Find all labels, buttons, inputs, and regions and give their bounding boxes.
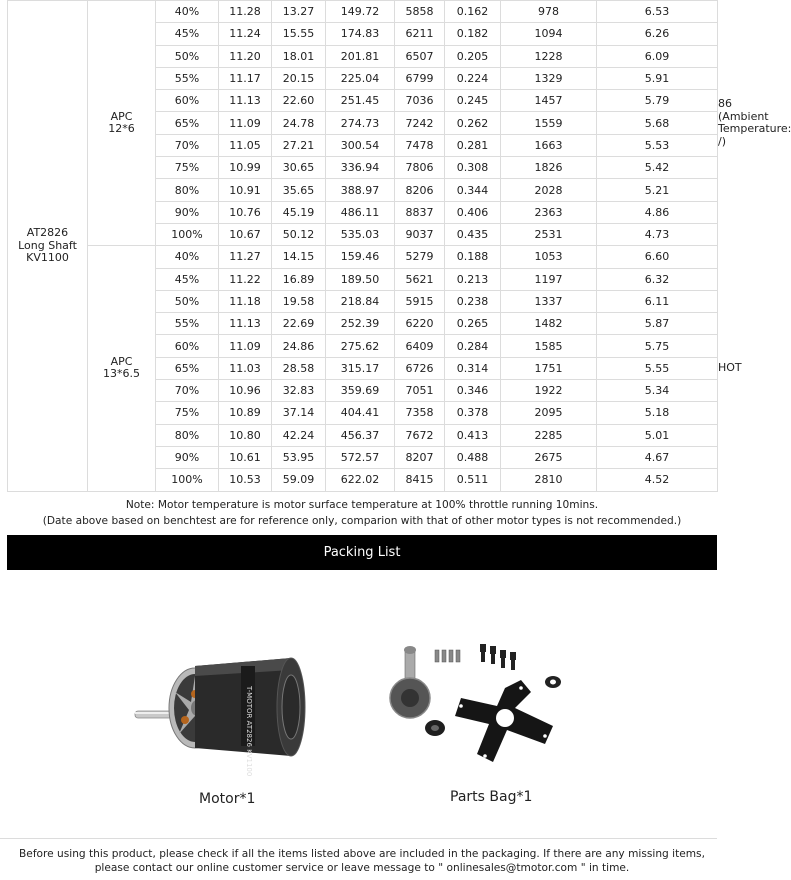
table-cell: 300.54	[326, 134, 395, 156]
table-cell: 1197	[501, 268, 597, 290]
table-cell: 404.41	[326, 402, 395, 424]
table-cell: 11.17	[219, 67, 272, 89]
table-cell: 35.65	[272, 179, 326, 201]
table-cell: 5.53	[597, 134, 718, 156]
table-cell: 572.57	[326, 446, 395, 468]
table-cell: 6409	[395, 335, 445, 357]
table-cell: 0.488	[445, 446, 501, 468]
table-cell: 10.67	[219, 223, 272, 245]
table-cell: 0.162	[445, 1, 501, 23]
table-cell: 4.73	[597, 223, 718, 245]
table-cell: 7358	[395, 402, 445, 424]
table-cell: 100%	[156, 223, 219, 245]
table-cell: 0.284	[445, 335, 501, 357]
table-cell: 24.86	[272, 335, 326, 357]
table-cell: 50%	[156, 45, 219, 67]
table-cell: 30.65	[272, 157, 326, 179]
table-cell: 5.68	[597, 112, 718, 134]
table-cell: 5.55	[597, 357, 718, 379]
table-cell: 27.21	[272, 134, 326, 156]
table-cell: 90%	[156, 446, 219, 468]
table-cell: 75%	[156, 402, 219, 424]
table-cell: 0.308	[445, 157, 501, 179]
table-cell: 55%	[156, 313, 219, 335]
table-cell: 6211	[395, 23, 445, 45]
table-cell: 0.205	[445, 45, 501, 67]
table-cell: 11.24	[219, 23, 272, 45]
table-cell: 65%	[156, 357, 219, 379]
table-cell: 0.262	[445, 112, 501, 134]
table-cell: 11.03	[219, 357, 272, 379]
table-cell: 0.413	[445, 424, 501, 446]
table-cell: 1329	[501, 67, 597, 89]
table-cell: 24.78	[272, 112, 326, 134]
table-cell: 70%	[156, 134, 219, 156]
table-cell: 8837	[395, 201, 445, 223]
table-cell: 22.69	[272, 313, 326, 335]
table-cell: 11.18	[219, 290, 272, 312]
footer-notice: Before using this product, please check if all the items listed above are included in the packaging. If there are any missing items, please contact our online customer service or leave message to " onlinesales@tmotor.com " in time.	[19, 848, 705, 874]
table-cell: 5858	[395, 1, 445, 23]
table-cell: 60%	[156, 335, 219, 357]
table-cell: 201.81	[326, 45, 395, 67]
table-cell: 13.27	[272, 1, 326, 23]
table-cell: 7806	[395, 157, 445, 179]
table-cell: 0.182	[445, 23, 501, 45]
table-cell: 315.17	[326, 357, 395, 379]
table-cell: 1053	[501, 246, 597, 268]
table-cell: 11.22	[219, 268, 272, 290]
table-cell: 9037	[395, 223, 445, 245]
table-cell: 274.73	[326, 112, 395, 134]
test-note	[7, 497, 717, 529]
table-cell: 0.265	[445, 313, 501, 335]
table-cell: 28.58	[272, 357, 326, 379]
table-cell: 1228	[501, 45, 597, 67]
table-cell: 0.406	[445, 201, 501, 223]
table-cell: 10.91	[219, 179, 272, 201]
table-cell: 0.281	[445, 134, 501, 156]
table-cell: 5.42	[597, 157, 718, 179]
table-cell: 1337	[501, 290, 597, 312]
table-cell: 19.58	[272, 290, 326, 312]
table-cell: 6799	[395, 67, 445, 89]
table-cell: 149.72	[326, 1, 395, 23]
table-cell: 0.238	[445, 290, 501, 312]
table-cell: 7036	[395, 90, 445, 112]
table-cell: 7478	[395, 134, 445, 156]
table-cell: 5.79	[597, 90, 718, 112]
table-cell: 359.69	[326, 380, 395, 402]
table-cell: 1559	[501, 112, 597, 134]
propeller-cell: APC 12*6	[88, 1, 156, 246]
table-cell: 0.213	[445, 268, 501, 290]
table-cell: 6.11	[597, 290, 718, 312]
table-cell: 6.09	[597, 45, 718, 67]
table-cell: 1751	[501, 357, 597, 379]
parts-bag-caption: Parts Bag*1	[450, 789, 533, 805]
table-cell: 40%	[156, 246, 219, 268]
table-cell: 0.344	[445, 179, 501, 201]
table-cell: 42.24	[272, 424, 326, 446]
table-cell: 5.75	[597, 335, 718, 357]
table-cell: 0.224	[445, 67, 501, 89]
table-cell: 0.346	[445, 380, 501, 402]
table-cell: 75%	[156, 157, 219, 179]
table-row: APC 13*6.5 40% 11.27 14.15 159.46 5279 0.188 1053 6.60 HOT	[8, 246, 718, 268]
table-cell: 15.55	[272, 23, 326, 45]
table-cell: 40%	[156, 1, 219, 23]
table-cell: 6507	[395, 45, 445, 67]
table-cell: 11.09	[219, 335, 272, 357]
table-cell: 10.96	[219, 380, 272, 402]
table-cell: 5279	[395, 246, 445, 268]
propeller-cell: APC 13*6.5	[88, 246, 156, 491]
table-cell: 32.83	[272, 380, 326, 402]
table-cell: 11.20	[219, 45, 272, 67]
motor-model-cell: AT2826 Long Shaft KV1100	[8, 1, 88, 492]
table-cell: 2363	[501, 201, 597, 223]
table-cell: 10.76	[219, 201, 272, 223]
table-cell: 4.52	[597, 469, 718, 491]
table-cell: 11.28	[219, 1, 272, 23]
table-cell: 5915	[395, 290, 445, 312]
table-cell: 6.26	[597, 23, 718, 45]
table-cell: 5.87	[597, 313, 718, 335]
table-cell: 65%	[156, 112, 219, 134]
table-cell: 218.84	[326, 290, 395, 312]
table-cell: 388.97	[326, 179, 395, 201]
table-cell: 18.01	[272, 45, 326, 67]
table-cell: 1094	[501, 23, 597, 45]
motor-brand-text: T-MOTOR AT2826 KV1100	[245, 686, 253, 777]
divider	[0, 838, 717, 839]
table-cell: 80%	[156, 424, 219, 446]
table-cell: 5.21	[597, 179, 718, 201]
table-cell: 1922	[501, 380, 597, 402]
table-cell: 189.50	[326, 268, 395, 290]
table-cell: 5.91	[597, 67, 718, 89]
table-cell: 2028	[501, 179, 597, 201]
table-cell: 275.62	[326, 335, 395, 357]
table-cell: 4.86	[597, 201, 718, 223]
table-cell: 6.32	[597, 268, 718, 290]
table-cell: 45%	[156, 268, 219, 290]
table-cell: 80%	[156, 179, 219, 201]
table-cell: 7051	[395, 380, 445, 402]
table-cell: 50%	[156, 290, 219, 312]
table-cell: 50.12	[272, 223, 326, 245]
table-cell: 0.245	[445, 90, 501, 112]
table-cell: 535.03	[326, 223, 395, 245]
table-cell: 70%	[156, 380, 219, 402]
table-cell: 7672	[395, 424, 445, 446]
table-cell: 336.94	[326, 157, 395, 179]
table-cell: 2675	[501, 446, 597, 468]
table-cell: 22.60	[272, 90, 326, 112]
table-cell: 100%	[156, 469, 219, 491]
table-cell: 10.99	[219, 157, 272, 179]
table-cell: 11.05	[219, 134, 272, 156]
table-cell: 11.13	[219, 313, 272, 335]
table-cell: 6726	[395, 357, 445, 379]
table-cell: 1482	[501, 313, 597, 335]
table-cell: 8415	[395, 469, 445, 491]
table-cell: 5.34	[597, 380, 718, 402]
table-cell: 11.27	[219, 246, 272, 268]
table-cell: 2531	[501, 223, 597, 245]
table-cell: 486.11	[326, 201, 395, 223]
table-cell: 90%	[156, 201, 219, 223]
table-cell: 53.95	[272, 446, 326, 468]
table-cell: 174.83	[326, 23, 395, 45]
table-cell: 5.01	[597, 424, 718, 446]
table-cell: 10.80	[219, 424, 272, 446]
table-cell: 6220	[395, 313, 445, 335]
table-cell: 6.60	[597, 246, 718, 268]
table-cell: 55%	[156, 67, 219, 89]
table-cell: 2810	[501, 469, 597, 491]
table-cell: 1585	[501, 335, 597, 357]
table-cell: 10.53	[219, 469, 272, 491]
table-cell: 4.67	[597, 446, 718, 468]
table-cell: 456.37	[326, 424, 395, 446]
table-cell: 45.19	[272, 201, 326, 223]
table-row: AT2826 Long Shaft KV1100 APC 12*6 40% 11.28 13.27 149.72 5858 0.162 978 6.53 86 (Ambient Temperature: /)	[8, 1, 718, 23]
table-cell: 2095	[501, 402, 597, 424]
table-cell: 0.314	[445, 357, 501, 379]
table-cell: 10.89	[219, 402, 272, 424]
note-line-1: Note: Motor temperature is motor surface temperature at 100% throttle running 10mins.	[125, 499, 599, 511]
table-cell: 5621	[395, 268, 445, 290]
table-cell: 0.188	[445, 246, 501, 268]
motor-caption: Motor*1	[199, 791, 256, 807]
table-cell: 1826	[501, 157, 597, 179]
motor-photo	[133, 636, 313, 777]
table-cell: 11.13	[219, 90, 272, 112]
table-cell: 11.09	[219, 112, 272, 134]
table-cell: 251.45	[326, 90, 395, 112]
table-cell: 45%	[156, 23, 219, 45]
packing-list-header: Packing List	[7, 535, 717, 570]
note-line-2: (Date above based on benchtest are for reference only, comparion with that of other motor types is not recommended.)	[42, 515, 682, 527]
table-cell: 10.61	[219, 446, 272, 468]
performance-table	[7, 0, 791, 492]
parts-bag-photo	[385, 640, 585, 770]
table-cell: 8207	[395, 446, 445, 468]
table-cell: 1663	[501, 134, 597, 156]
table-cell: 0.435	[445, 223, 501, 245]
table-cell: 0.378	[445, 402, 501, 424]
table-cell: 622.02	[326, 469, 395, 491]
table-cell: 159.46	[326, 246, 395, 268]
table-cell: 0.511	[445, 469, 501, 491]
table-cell: 1457	[501, 90, 597, 112]
table-cell: 37.14	[272, 402, 326, 424]
table-cell: 252.39	[326, 313, 395, 335]
table-cell: 14.15	[272, 246, 326, 268]
table-cell: 8206	[395, 179, 445, 201]
table-cell: 60%	[156, 90, 219, 112]
table-cell: 16.89	[272, 268, 326, 290]
table-cell: 2285	[501, 424, 597, 446]
table-cell: 20.15	[272, 67, 326, 89]
table-cell: 7242	[395, 112, 445, 134]
table-cell: 5.18	[597, 402, 718, 424]
table-cell: 6.53	[597, 1, 718, 23]
table-cell: 225.04	[326, 67, 395, 89]
table-cell: 978	[501, 1, 597, 23]
table-cell: 59.09	[272, 469, 326, 491]
